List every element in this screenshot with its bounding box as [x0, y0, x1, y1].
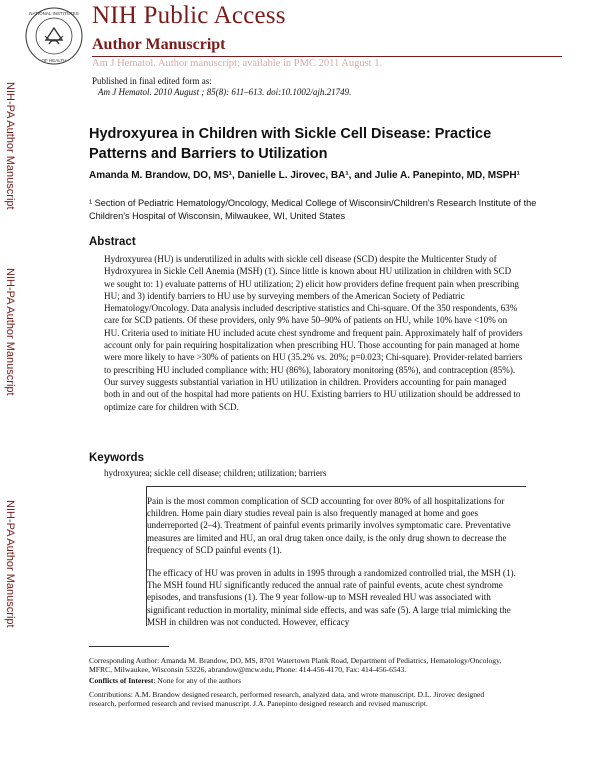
nih-seal-logo [24, 6, 84, 66]
body-top-rule [146, 486, 526, 487]
publication-note [92, 76, 351, 98]
side-label-2: NIH-PA Author Manuscript [4, 268, 16, 396]
published-in-label: Published in final edited form as: [92, 76, 212, 86]
article-title: Hydroxyurea in Children with Sickle Cell Disease: Practice Patterns and Barriers to Utilization [89, 126, 492, 162]
abstract-heading: Abstract [89, 236, 136, 248]
conflicts-note: Conflicts of Interest: None for any of the authors [89, 676, 242, 685]
side-label-3: NIH-PA Author Manuscript [4, 500, 16, 628]
body-paragraph-1: Pain is the most common complication of SCD accounting for over 80% of all hospitalizations for children. Home pain diary studies reveal pain is also frequently managed at home and goes underreported (2–4). Treatment of painful events primarily involves symptomatic care. Preventative measures are limited and HU, an oral drug taken once daily, is the only drug shown to decrease the frequency of SCD painful events (1). [147, 496, 511, 555]
abstract-text: Hydroxyurea (HU) is underutilized in adults with sickle cell disease (SCD) despite the Multicenter Study of Hydroxyurea in Sickle Cell Anemia (MSH) (1). Since little is known about HU utilization in children with SCD we sought to: 1) evaluate patterns of HU utilization; 2) elicit how providers define frequent pain when prescribing HU; and 3) identify barriers to HU use by surveying members of the American Society of Pediatric Hematology/Oncology. Data analysis included descriptive statistics and Chi-square. Of the 350 respondents, 63% care for SCD patients. Of these providers, only 9% have 50–90% of patients on HU, while 10% have <10% on HU. Criteria used to initiate HU included acute chest syndrome and frequent pain. Approximately half of providers account only for pain requiring hospitalization when prescribing HU. Those accounting for pain managed at home were more likely to have >30% of patients on HU (35.2% vs. 20%; p=0.023; Chi-square). Provider-related barriers to prescribing HU included compliance with: HU (86%), laboratory monitoring (85%), and contraception (85%). Our survey suggests substantial variation in HU utilization in children. Providers accounting for pain managed both in and out of the hospital had more patients on HU. Existing barriers to HU utilization should be addressed to optimize care for children with SCD. [104, 254, 523, 412]
keywords-text: hydroxyurea; sickle cell disease; children; utilization; barriers [104, 468, 327, 478]
logo-text-bottom: OF HEALTH [41, 58, 67, 63]
side-label-1: NIH-PA Author Manuscript [4, 82, 16, 210]
body-paragraph-2: The efficacy of HU was proven in adults in 1995 through a randomized controlled trial, the MSH (1). The MSH found HU significantly reduced the annual rate of painful events, acute chest syndrome episodes, and transfusions (1). The 9 year follow-up to MSH revealed HU was associated with significant reduction in mortality, minimal side effects, and was safe (5). A large trial mimicking the MSH in children was not conducted. However, efficacy [147, 568, 516, 627]
citation: Am J Hematol. 2010 August ; 85(8): 611–613. doi:10.1002/ajh.21749. [98, 87, 352, 97]
author-list: Amanda M. Brandow, DO, MS¹, Danielle L. Jirovec, BA¹, and Julie A. Panepinto, MD, MSPH¹ [89, 170, 520, 181]
nih-public-access-title: NIH Public Access [92, 2, 286, 29]
keywords-heading: Keywords [89, 452, 144, 464]
author-manuscript-label: Author Manuscript [92, 36, 226, 53]
corresponding-author-note: Corresponding Author: Amanda M. Brandow, DO, MS, 8701 Watertown Plank Road, Department of Pediatrics, Hematology/Oncology, MFRC, Milwaukee, Wisconsin 53226, abrandow@mcw.edu, Phone: 414-456-4170, Fax: 414-456-6543. [89, 656, 502, 675]
contributions-note: Contributions: A.M. Brandow designed research, performed research, analyzed data, and wrote manuscript. D.L. Jirovec designed research, performed research and revised manuscript. J.A. Panepinto designed research and revised manuscript. [89, 690, 485, 709]
affiliation: ¹ Section of Pediatric Hematology/Oncology, Medical College of Wisconsin/Children's Research Institute of the Children's Hospital of Wisconsin, Milwaukee, WI, United States [89, 198, 537, 221]
header-divider [92, 56, 562, 57]
logo-text-top: NATIONAL INSTITUTES [29, 11, 79, 16]
footnote-rule [89, 646, 169, 647]
journal-availability-line: Am J Hematol. Author manuscript; available in PMC 2011 August 1. [92, 58, 383, 69]
